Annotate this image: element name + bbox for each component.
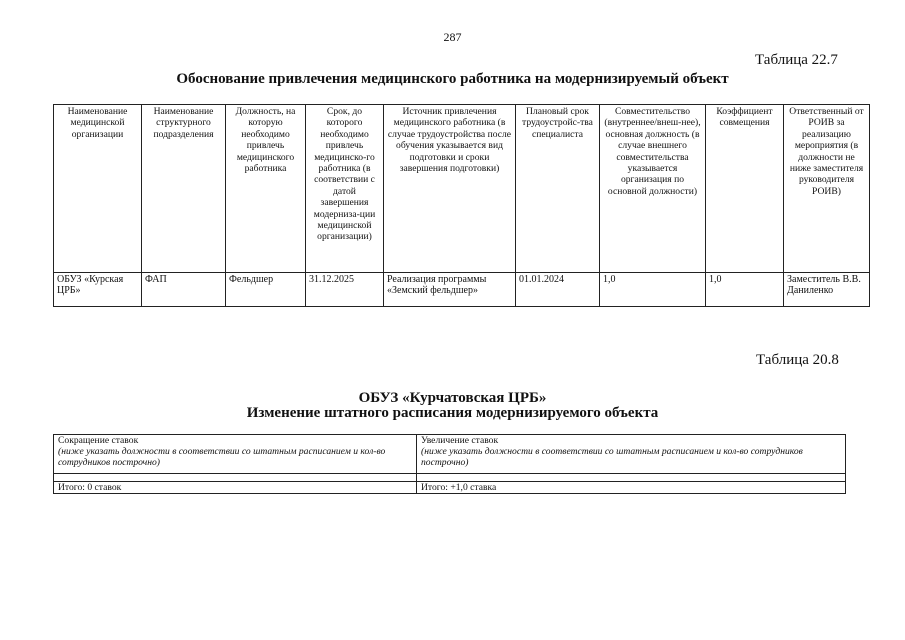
increase-header-cell [417,435,846,474]
header-cell: Источник привлечения медицинского работника (в случае трудоустройства после обучения указывается вид подготовки и сроки завершения подготовки) [384,105,516,273]
header-cell: Наименование медицинской организации [54,105,142,273]
table-cell [417,474,846,482]
total-row [54,482,846,494]
table-cell: 31.12.2025 [306,273,384,307]
organization-title: ОБУЗ «Курчатовская ЦРБ» [358,390,547,406]
header-cell: Коэффициент совмещения [706,105,784,273]
reduction-note: (ниже указать должности в соответствии со штатным расписанием и кол-во сотрудников построчно) [58,446,386,468]
page-number: 287 [443,30,462,44]
table-cell: 1,0 [706,273,784,307]
header-cell: Плановый срок трудоустройс-тва специалиста [516,105,600,273]
header-cell: Совместительство (внутреннее/внеш-нее), основная должность (в случае внешнего совместительства указывается организация по основной должности) [600,105,706,273]
table-label: Таблица 22.7 [755,52,838,68]
header-cell: Наименование структурного подразделения [142,105,226,273]
header-cell: Срок, до которого необходимо привлечь медицинско-го работника (в соответствии с датой завершения модерниза-ции медицинской организации) [306,105,384,273]
reduction-header: Сокращение ставок [58,435,139,446]
table-cell: 01.01.2024 [516,273,600,307]
header-cell: Должность, на которую необходимо привлечь медицинского работника [226,105,306,273]
reduction-total: Итого: 0 ставок [54,482,417,494]
header-row [54,105,870,273]
table-label: Таблица 20.8 [756,352,839,368]
header-cell: Ответственный от РОИВ за реализацию мероприятия (в должности не ниже заместителя руководителя РОИВ) [784,105,870,273]
header-row [54,435,846,474]
table-title: Обоснование привлечения медицинского работника на модернизируемый объект [176,71,729,87]
justification-table [53,104,870,307]
table-row [54,273,870,307]
table-cell [54,474,417,482]
increase-note: (ниже указать должности в соответствии со штатным расписанием и кол-во сотрудников построчно) [421,446,803,468]
table-title: Изменение штатного расписания модернизируемого объекта [246,405,659,421]
empty-row [54,474,846,482]
table-cell: 1,0 [600,273,706,307]
table-cell: Заместитель В.В. Даниленко [784,273,870,307]
increase-total: Итого: +1,0 ставка [417,482,846,494]
table-cell: ФАП [142,273,226,307]
staffing-table [53,434,846,494]
table-cell: Фельдшер [226,273,306,307]
reduction-header-cell [54,435,417,474]
table-cell: Реализация программы «Земский фельдшер» [384,273,516,307]
table-cell: ОБУЗ «Курская ЦРБ» [54,273,142,307]
increase-header: Увеличение ставок [421,435,499,446]
